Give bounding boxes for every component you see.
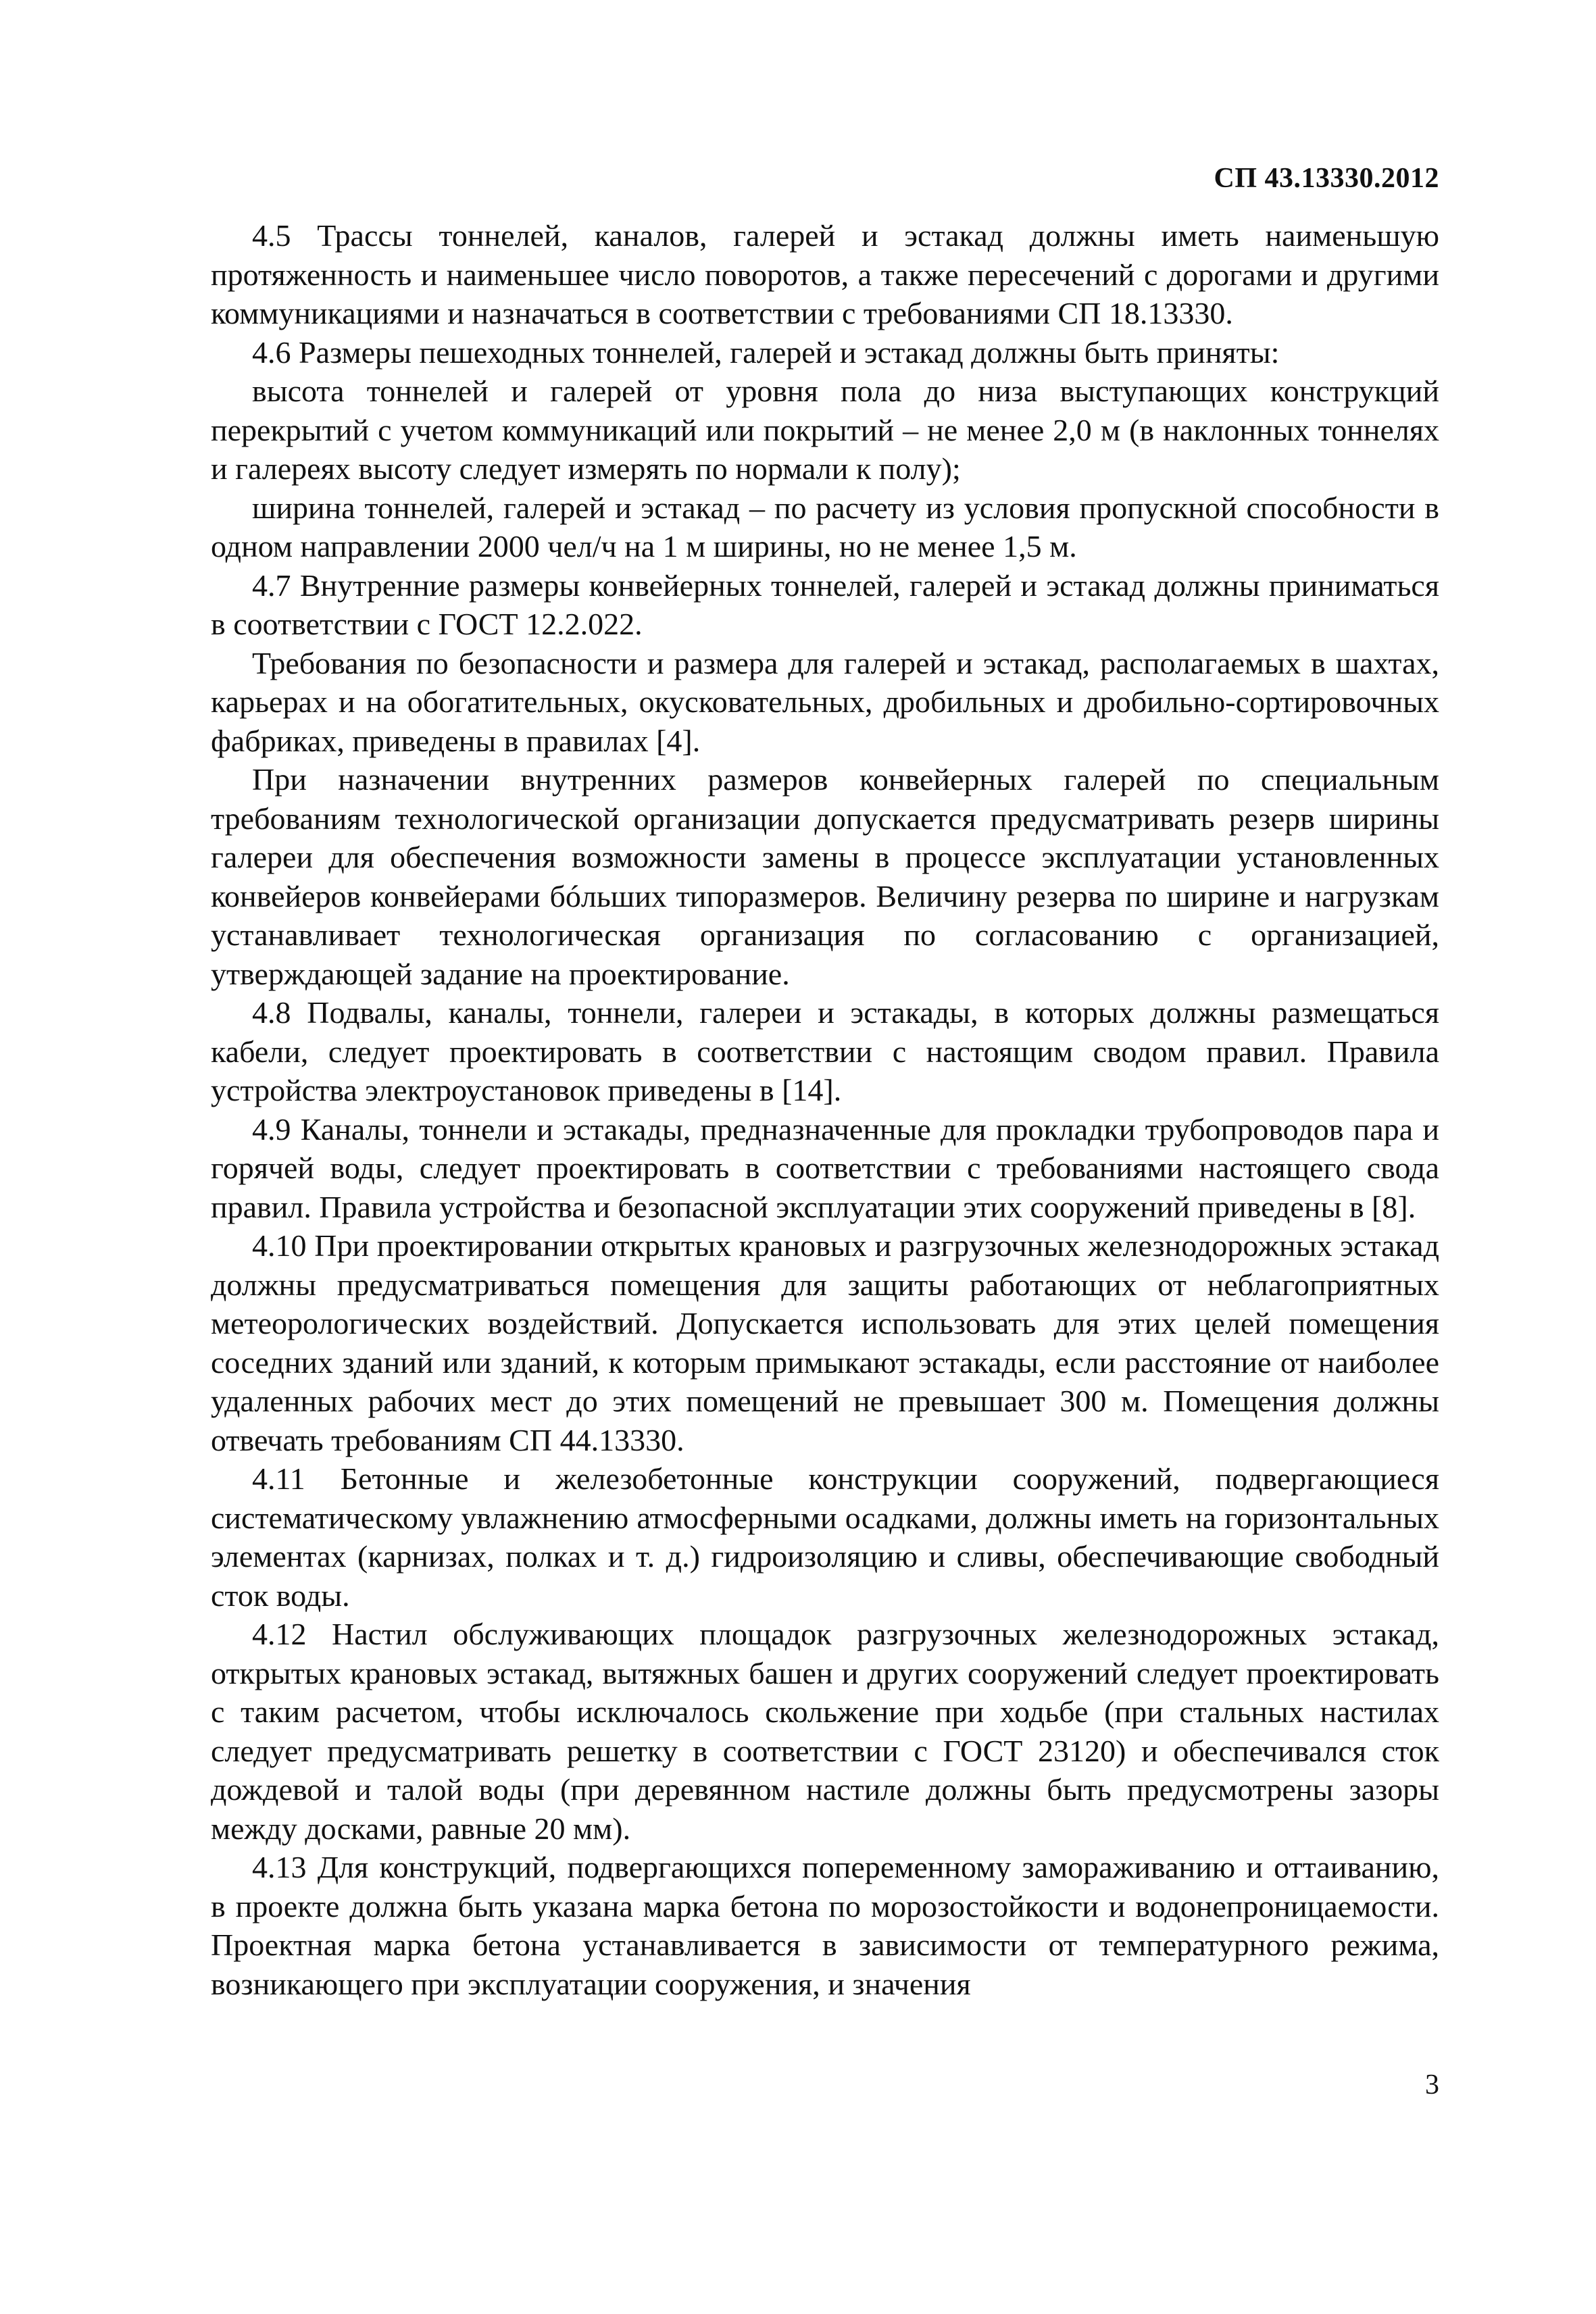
document-body	[211, 216, 1439, 2003]
paragraph-4-10: 4.10 При проектировании открытых крановых и разгрузочных железнодорожных эстакад должны предусматриваться помещения для защиты работающих от неблагоприятных метеорологических воздействий. Допускается использовать для этих целей помещения соседних зданий или зданий, к которым примыкают эстакады, если расстояние от наиболее удаленных рабочих мест до этих помещений не превышает 300 м. Помещения должны отвечать требованиям СП 44.13330.	[211, 1228, 1439, 1457]
paragraph-4-9: 4.9 Каналы, тоннели и эстакады, предназначенные для прокладки трубопроводов пара и горячей воды, следует проектировать в соответствии с требованиями настоящего свода правил. Правила устройства и безопасной эксплуатации этих сооружений приведены в [8].	[211, 1111, 1439, 1224]
paragraph-4-7-reserve: При назначении внутренних размеров конвейерных галерей по специальным требованиям технологической организации допускается предусматривать резерв ширины галереи для обеспечения возможности замены в процессе эксплуатации установленных конвейеров конвейерами бóльших типоразмеров. Величину резерва по ширине и нагрузкам устанавливает технологическая организация по согласованию с организацией, утверждающей задание на проектирование.	[211, 762, 1439, 991]
paragraph-4-7-safety: Требования по безопасности и размера для галерей и эстакад, располагаемых в шахтах, карьерах и на обогатительных, окусковательных, дробильных и дробильно-сортировочных фабриках, приведены в правилах [4].	[211, 645, 1439, 758]
paragraph-4-11: 4.11 Бетонные и железобетонные конструкции сооружений, подвергающиеся систематическому увлажнению атмосферными осадками, должны иметь на горизонтальных элементах (карнизах, полках и т. д.) гидроизоляцию и сливы, обеспечивающие свободный сток воды.	[211, 1461, 1439, 1613]
document-code: СП 43.13330.2012	[1214, 163, 1439, 194]
paragraph-4-8: 4.8 Подвалы, каналы, тоннели, галереи и эстакады, в которых должны размещаться кабели, следует проектировать в соответствии с настоящим сводом правил. Правила устройства электроустановок приведены в [14].	[211, 995, 1439, 1107]
page-number: 3	[1425, 2069, 1439, 2101]
paragraph-4-6-width: ширина тоннелей, галерей и эстакад – по расчету из условия пропускной способности в одном направлении 2000 чел/ч на 1 м ширины, но не менее 1,5 м.	[211, 490, 1439, 563]
paragraph-4-7: 4.7 Внутренние размеры конвейерных тоннелей, галерей и эстакад должны приниматься в соответствии с ГОСТ 12.2.022.	[211, 568, 1439, 641]
paragraph-4-6-height: высота тоннелей и галерей от уровня пола до низа выступающих конструкций перекрытий с учетом коммуникаций или покрытий – не менее 2,0 м (в наклонных тоннелях и галереях высоту следует измерять по нормали к полу);	[211, 374, 1439, 486]
paragraph-4-12: 4.12 Настил обслуживающих площадок разгрузочных железнодорожных эстакад, открытых крановых эстакад, вытяжных башен и других сооружений следует проектировать с таким расчетом, чтобы исключалось скольжение при ходьбе (при стальных настилах следует предусматривать решетку в соответствии с ГОСТ 23120) и обеспечивался сток дождевой и талой воды (при деревянном настиле должны быть предусмотрены зазоры между досками, равные 20 мм).	[211, 1617, 1439, 1846]
paragraph-4-6: 4.6 Размеры пешеходных тоннелей, галерей и эстакад должны быть приняты:	[252, 334, 1280, 370]
paragraph-4-5: 4.5 Трассы тоннелей, каналов, галерей и эстакад должны иметь наименьшую протяженность и наименьшее число поворотов, а также пересечений с дорогами и другими коммуникациями и назначаться в соответствии с требованиями СП 18.13330.	[211, 218, 1439, 330]
paragraph-4-13: 4.13 Для конструкций, подвергающихся попеременному замораживанию и оттаиванию, в проекте должна быть указана марка бетона по морозостойкости и водонепроницаемости. Проектная марка бетона устанавливается в зависимости от температурного режима, возникающего при эксплуатации сооружения, и значения	[211, 1850, 1439, 2001]
